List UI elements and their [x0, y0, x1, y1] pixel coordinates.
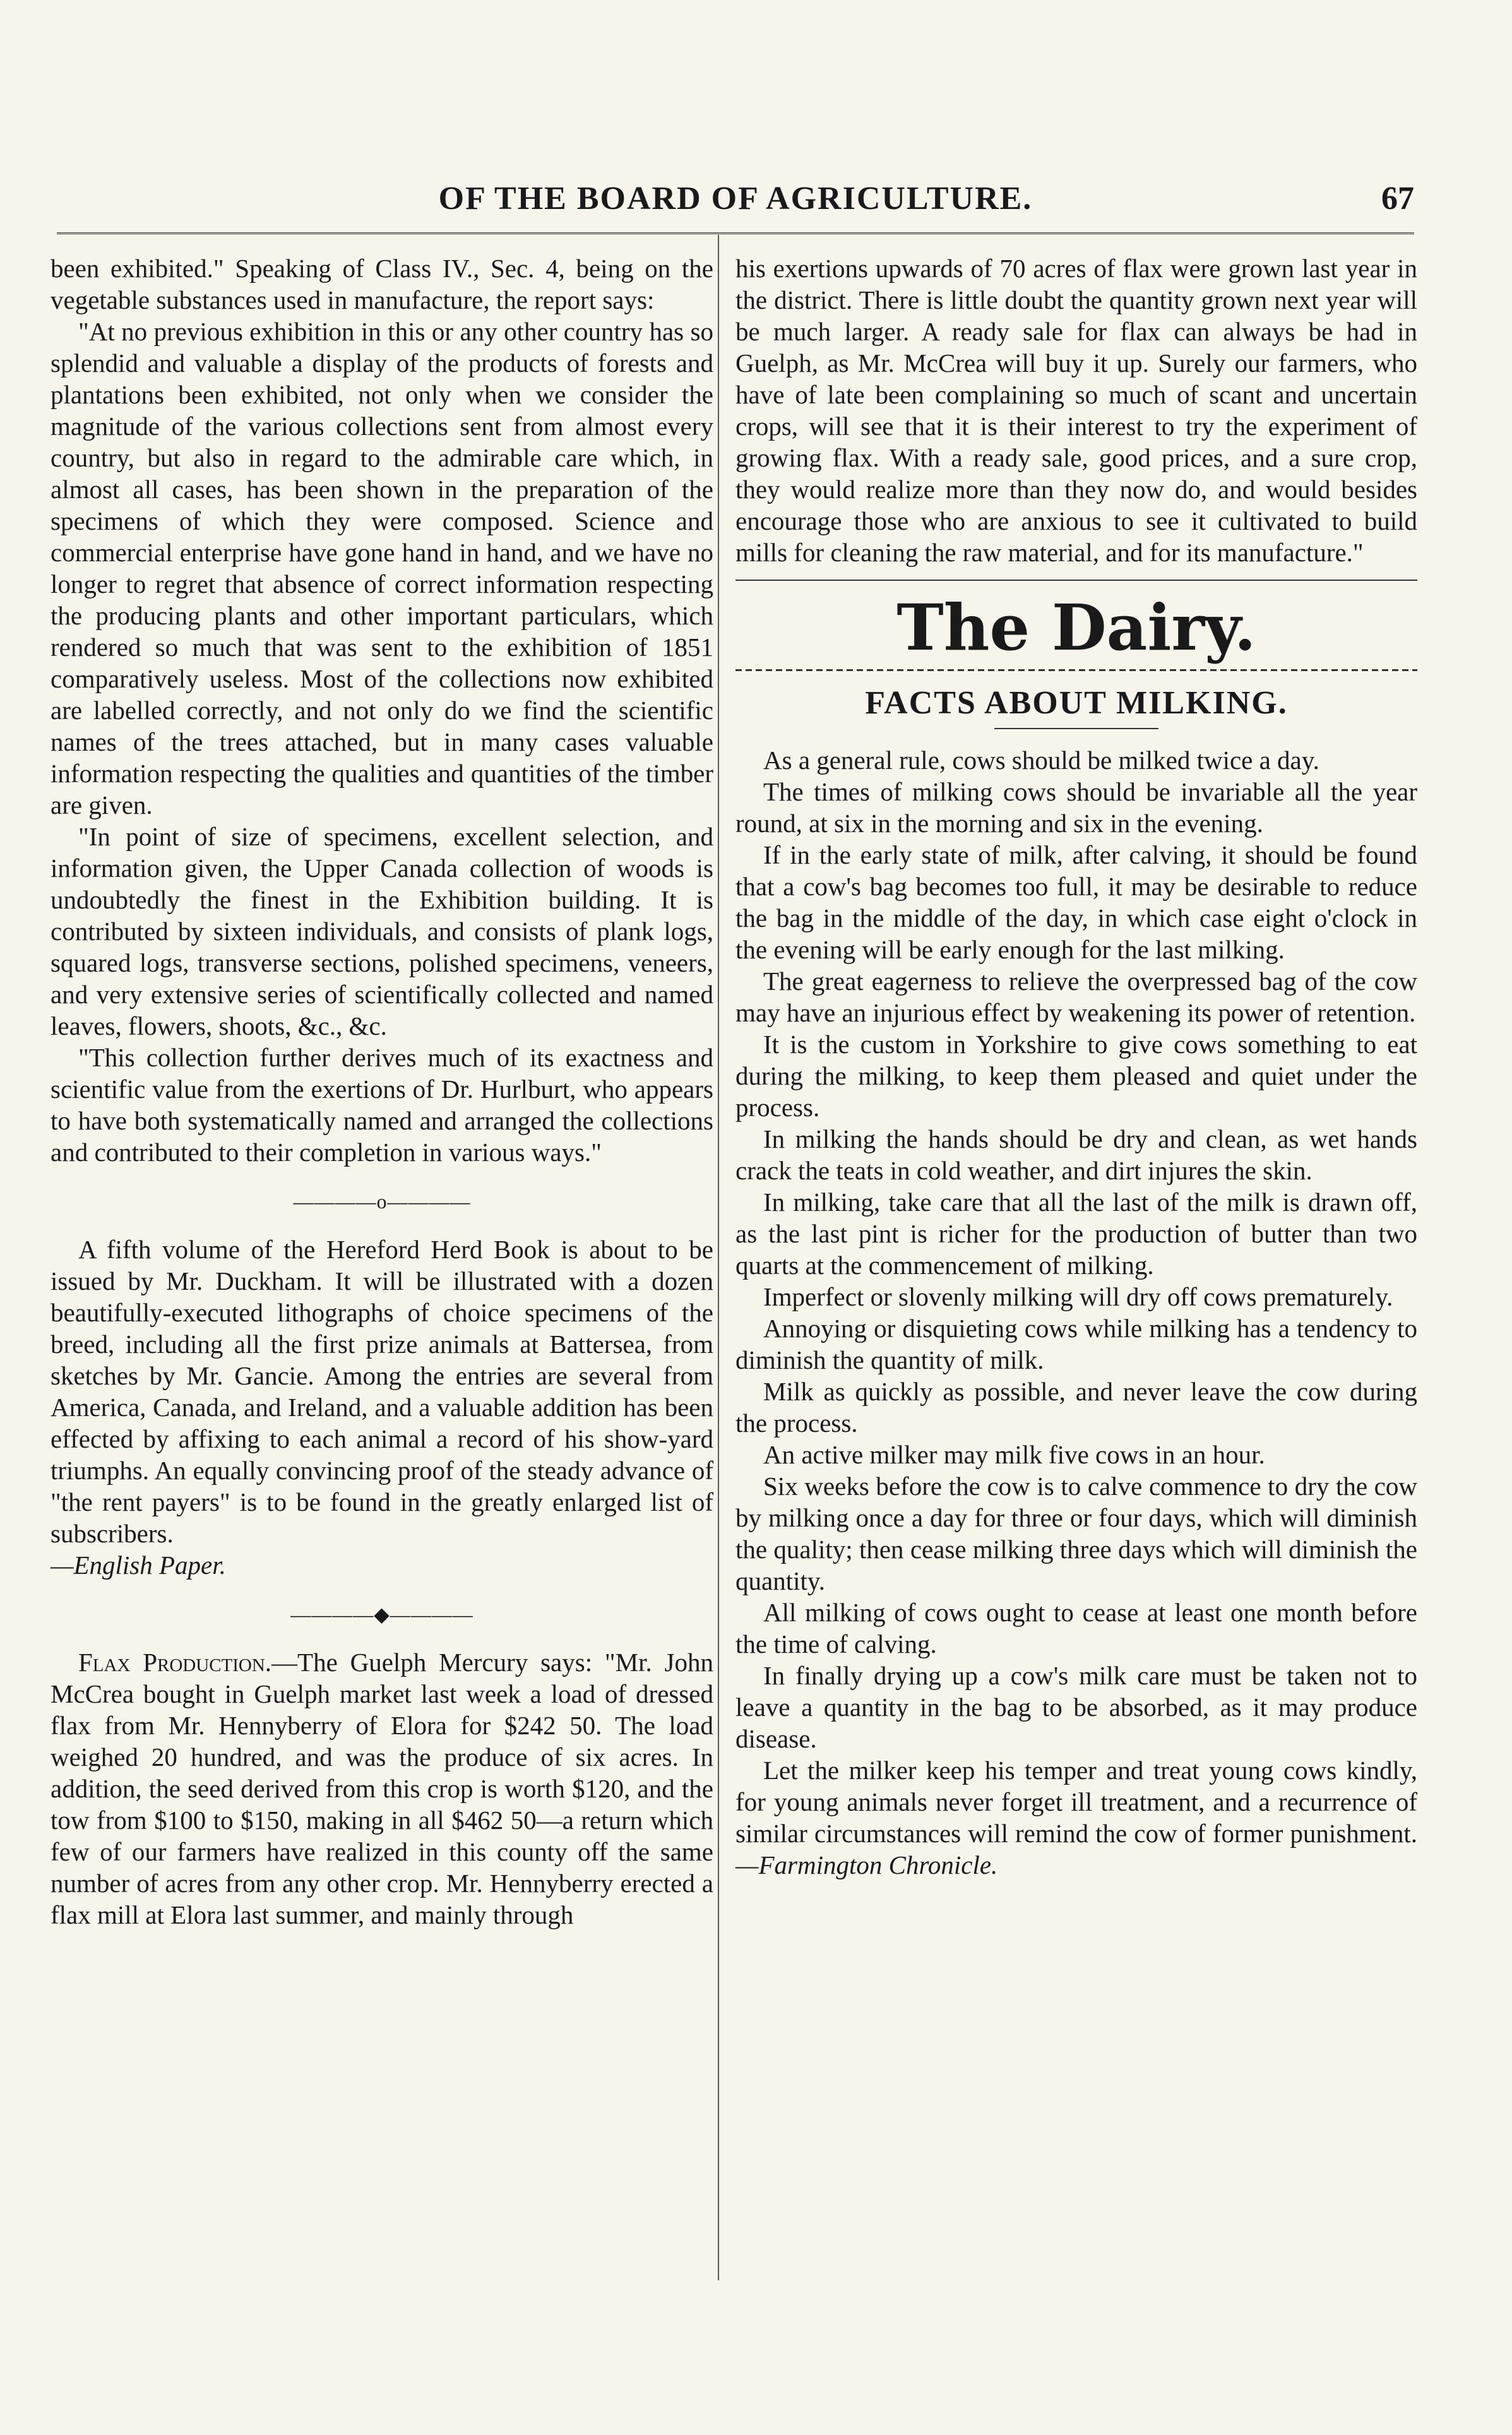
paragraph: been exhibited." Speaking of Class IV., Sec. 4, being on the vegetable substances used in manufacture, the report says: [51, 254, 713, 314]
paragraph: "This collection further derives much of its exactness and scientific value from the exertions of Dr. Hurlburt, who appears to have both systematically named and arranged the collections and contributed to their completion in various ways." [51, 1043, 713, 1167]
milking-facts-list [735, 744, 1417, 1881]
paragraph: "In point of size of specimens, excellent selection, and information given, the Upper Canada collection of woods is undoubtedly the finest in the Exhibition building. It is contributed by sixteen individuals, and consists of plank logs, squared logs, transverse sections, polished specimens, veneers, and very extensive series of scientifically collected and named leaves, flowers, shoots, &c., &c. [51, 822, 713, 1040]
list-item: In milking the hands should be dry and clean, as wet hands crack the teats in cold weather, and dirt injures the skin. [735, 1124, 1417, 1185]
list-item: Let the milker keep his temper and treat young cows kindly, for young animals never forget ill treatment, and a recurrence of similar circumstances will remind the cow of former punishment.—Farmington Chronicle. [735, 1756, 1417, 1879]
separator: ————o———— [293, 1190, 471, 1213]
list-item: The great eagerness to relieve the overpressed bag of the cow may have an injurious effect by weakening its power of retention. [735, 967, 1417, 1027]
list-item: If in the early state of milk, after calving, it should be found that a cow's bag becomes too full, it may be desirable to reduce the bag in the middle of the day, in which case eight o'clock in the evening will be early enough for the last milking. [735, 840, 1417, 964]
list-item: Milk as quickly as possible, and never leave the cow during the process. [735, 1377, 1417, 1438]
list-item: Six weeks before the cow is to calve commence to dry the cow by milking once a day for three or four days, which will diminish the quality; then cease milking three days which will diminish the quantity. [735, 1472, 1417, 1595]
section-title: The Dairy. [896, 590, 1256, 665]
list-item: Annoying or disquieting cows while milking has a tendency to diminish the quantity of milk. [735, 1314, 1417, 1374]
page-header [57, 180, 1414, 230]
header-rule [57, 232, 1414, 234]
paragraph: "At no previous exhibition in this or any other country has so splendid and valuable a display of the products of forests and plantations been exhibited, not only when we consider the magnitude of the various collections sent from almost every country, but also in regard to the admirable care which, in almost all cases, has been shown in the preparation of the specimens of which they were composed. Science and commercial enterprise have gone hand in hand, and we have no longer to regret that absence of correct information respecting the producing plants and other important particulars, which rendered so much that was sent to the exhibition of 1851 comparatively useless. Most of the collections now exhibited are labelled correctly, and not only do we find the scientific names of the trees attached, but in many cases valuable information respecting the qualities and quantities of the timber are given. [51, 317, 713, 819]
list-item: It is the custom in Yorkshire to give cows something to eat during the milking, to keep them pleased and quiet under the process. [735, 1030, 1417, 1122]
paragraph: his exertions upwards of 70 acres of flax were grown last year in the district. There is little doubt the quantity grown next year will be much larger. A ready sale for flax can always be had in Guelph, as Mr. McCrea will buy it up. Surely our farmers, who have of late been complaining so much of scant and uncertain crops, will see that it is their interest to try the experiment of growing flax. With a ready sale, good prices, and a sure crop, they would realize more than they now do, and would besides encourage those who are anxious to see it cultivated to build mills for cleaning the raw material, and for its manufacture." [735, 254, 1417, 567]
separator: ————◆———— [290, 1603, 473, 1626]
article-title: FACTS ABOUT MILKING. [865, 685, 1288, 721]
column-divider [718, 235, 719, 2280]
list-item: All milking of cows ought to cease at least one month before the time of calving. [735, 1598, 1417, 1658]
list-item: In finally drying up a cow's milk care must be taken not to leave a quantity in the bag to be absorbed, as it may produce disease. [735, 1661, 1417, 1753]
paragraph-lead: Flax Production. [78, 1648, 272, 1677]
title-rule [994, 728, 1158, 729]
list-item: Imperfect or slovenly milking will dry off cows prematurely. [763, 1282, 1393, 1311]
list-item: The times of milking cows should be invariable all the year round, at six in the morning and six in the evening. [735, 777, 1417, 838]
section-rule [735, 580, 1417, 581]
list-item: In milking, take care that all the last of the milk is drawn off, as the last pint is richer for the production of butter than two quarts at the commencement of milking. [735, 1188, 1417, 1280]
paragraph: Flax Production.—The Guelph Mercury says: "Mr. John McCrea bought in Guelph market last week a load of dressed flax from Mr. Hennyberry of Elora for $242 50. The load weighed 20 hundred, and was the produce of six acres. In addition, the seed derived from this crop is worth $120, and the tow from $100 to $150, making in all $462 50—a return which few of our farmers have realized in this county off the same number of acres from any other crop. Mr. Hennyberry erected a flax mill at Elora last summer, and mainly through [51, 1648, 713, 1929]
paragraph: A fifth volume of the Hereford Herd Book is about to be issued by Mr. Duckham. It will be illustrated with a dozen beautifully-executed lithographs of choice specimens of the breed, including all the first prize animals at Battersea, from sketches by Mr. Gancie. Among the entries are several from America, Canada, and Ireland, and a valuable addition has been effected by affixing to each animal a record of his show-yard triumphs. An equally convincing proof of the steady advance of "the rent payers" is to be found in the greatly enlarged list of subscribers. [51, 1235, 713, 1548]
left-column [51, 253, 713, 1931]
list-item: An active milker may milk five cows in an hour. [763, 1440, 1265, 1469]
source-attribution: —Farmington Chronicle. [735, 1850, 998, 1879]
right-column [735, 253, 1417, 1881]
running-title: OF THE BOARD OF AGRICULTURE. [438, 181, 1033, 217]
page-number: 67 [1381, 181, 1414, 217]
list-item: As a general rule, cows should be milked twice a day. [763, 746, 1319, 775]
source-attribution: —English Paper. [51, 1551, 226, 1580]
decorative-rule [735, 669, 1417, 671]
